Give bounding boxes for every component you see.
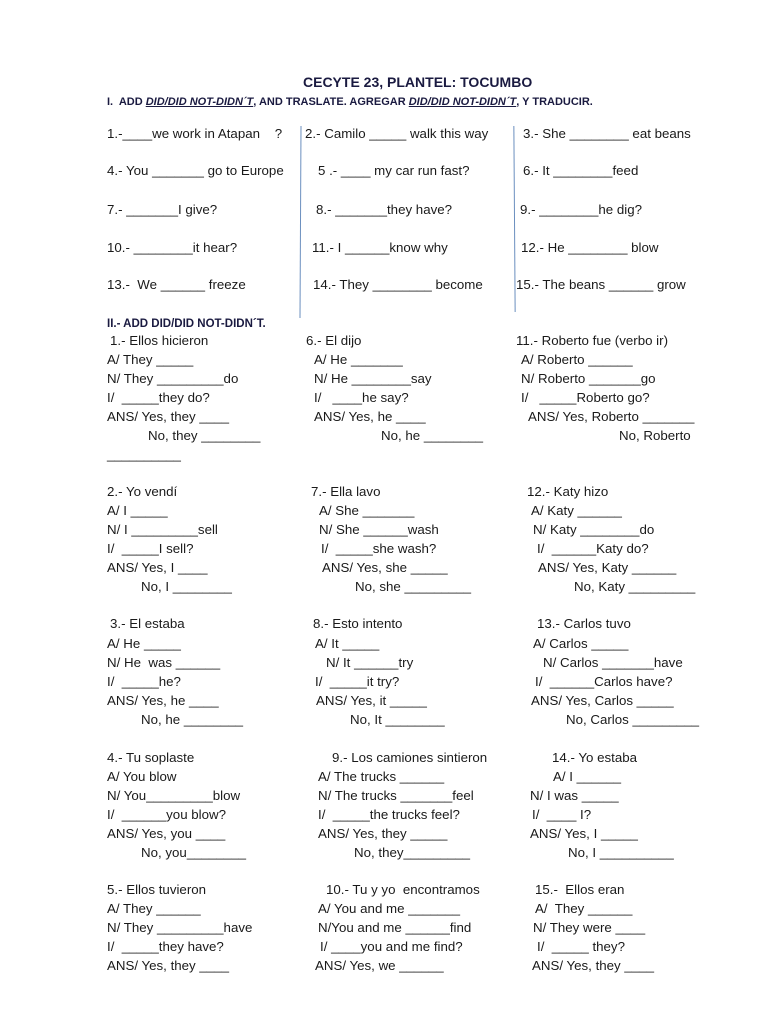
answer-yes-line: ANS/ Yes, they ____ (107, 958, 229, 973)
interrogative-line: I/ ____ I? (532, 807, 592, 822)
interrogative-line: I/ ______you blow? (107, 807, 227, 822)
part2-title: II.- ADD DID/DID NOT-DIDN´T. (107, 318, 266, 330)
negative-line: N/ It ______try (326, 655, 414, 670)
answer-yes-line: ANS/ Yes, I ____ (107, 560, 208, 575)
affirmative-line: A/ She _______ (319, 503, 415, 518)
interrogative-line: I/ ______Carlos have? (535, 674, 673, 689)
answer-no-line: No, they ________ (148, 428, 261, 443)
affirmative-line: A/ You and me _______ (318, 901, 460, 916)
negative-line: N/ I _________sell (107, 522, 218, 537)
block-heading: 5.- Ellos tuvieron (107, 882, 207, 897)
affirmative-line: A/ They ______ (107, 901, 201, 916)
block-heading: 15.- Ellos eran (535, 882, 625, 897)
answer-no-line: No, Roberto (619, 428, 691, 443)
part1-item-8: 8.- _______they have? (316, 202, 453, 217)
answer-yes-line: ANS/ Yes, he ____ (107, 693, 219, 708)
part1-item-15: 15.- The beans ______ grow (516, 277, 686, 292)
interrogative-line: I/ _____they do? (107, 390, 210, 405)
part1-item-7: 7.- _______I give? (107, 202, 218, 217)
interrogative-line: I/ _____they have? (107, 939, 224, 954)
interrogative-line: I/ _____I sell? (107, 541, 194, 556)
instruction-underlined-1: DID/DID NOT-DIDN´T (145, 96, 254, 108)
affirmative-line: A/ He _____ (107, 636, 181, 651)
affirmative-line: A/ I ______ (553, 769, 622, 784)
interrogative-line: I/ ____he say? (314, 390, 409, 405)
block-heading: 14.- Yo estaba (552, 750, 638, 765)
part1-item-11: 11.- I ______know why (312, 240, 448, 255)
answer-no-line: No, he ________ (141, 712, 244, 727)
answer-yes-line: ANS/ Yes, she _____ (322, 560, 448, 575)
answer-no-line: No, I ________ (141, 579, 232, 594)
block-heading: 12.- Katy hizo (527, 484, 609, 499)
affirmative-line: A/ The trucks ______ (318, 769, 445, 784)
block-heading: 9.- Los camiones sintieron (332, 750, 488, 765)
answer-yes-line: ANS/ Yes, Carlos _____ (531, 693, 674, 708)
block-heading: 7.- Ella lavo (311, 484, 381, 499)
answer-yes-line: ANS/ Yes, they _____ (318, 826, 448, 841)
block-heading: 3.- El estaba (110, 616, 185, 631)
affirmative-line: A/ They ______ (535, 901, 633, 916)
affirmative-line: A/ Roberto ______ (521, 352, 633, 367)
negative-line: N/ He ________say (314, 371, 432, 386)
part1-item-2: 2.- Camilo _____ walk this way (305, 126, 489, 141)
answer-yes-line: ANS/ Yes, they ____ (107, 409, 229, 424)
part1-item-14: 14.- They ________ become (313, 277, 483, 292)
answer-yes-line: ANS/ Yes, Katy ______ (538, 560, 677, 575)
negative-line: N/ I was _____ (530, 788, 619, 803)
part1-item-12: 12.- He ________ blow (521, 240, 659, 255)
block-heading: 11.- Roberto fue (verbo ir) (516, 333, 668, 348)
affirmative-line: A/ I _____ (107, 503, 168, 518)
answer-yes-line: ANS/ Yes, he ____ (314, 409, 426, 424)
interrogative-line: I/ ____you and me find? (320, 939, 463, 954)
negative-line: N/ Katy ________do (533, 522, 655, 537)
answer-no-line: No, she _________ (355, 579, 472, 594)
instruction-line (107, 94, 593, 110)
negative-line: N/ Roberto _______go (521, 371, 656, 386)
instruction-suffix: , Y TRADUCIR. (516, 96, 593, 108)
affirmative-line: A/ It _____ (315, 636, 380, 651)
block-heading: 4.- Tu soplaste (107, 750, 195, 765)
answer-yes-line: ANS/ Yes, Roberto _______ (528, 409, 695, 424)
negative-line: N/ He was ______ (107, 655, 221, 670)
negative-line: N/ Carlos _______have (543, 655, 683, 670)
answer-no-line: No, he ________ (381, 428, 484, 443)
negative-line: N/ They were ____ (533, 920, 646, 935)
interrogative-line: I/ _____ they? (537, 939, 625, 954)
block-heading: 13.- Carlos tuvo (537, 616, 631, 631)
block-heading: 6.- El dijo (306, 333, 362, 348)
answer-yes-line: ANS/ Yes, they ____ (532, 958, 654, 973)
answer-no-line: No, It ________ (350, 712, 445, 727)
negative-line: N/ She ______wash (319, 522, 439, 537)
block-heading: 1.- Ellos hicieron (110, 333, 209, 348)
answer-no-line: No, Carlos _________ (566, 712, 700, 727)
answer-yes-line: ANS/ Yes, you ____ (107, 826, 226, 841)
negative-line: N/You and me ______find (318, 920, 472, 935)
interrogative-line: I/ _____the trucks feel? (318, 807, 460, 822)
answer-no-line: No, they_________ (354, 845, 471, 860)
block-heading: 8.- Esto intento (313, 616, 403, 631)
part1-item-3: 3.- She ________ eat beans (523, 126, 691, 141)
interrogative-line: I/ _____Roberto go? (521, 390, 650, 405)
negative-line: N/ The trucks _______feel (318, 788, 474, 803)
instruction-underlined-2: DID/DID NOT-DIDN´T (408, 96, 517, 108)
part1-item-13: 13.- We ______ freeze (107, 277, 246, 292)
part1-item-4: 4.- You _______ go to Europe (107, 163, 284, 178)
answer-yes-line: ANS/ Yes, we ______ (315, 958, 444, 973)
part1-item-5: 5 .- ____ my car run fast? (318, 163, 470, 178)
negative-line: N/ They _________do (107, 371, 239, 386)
interrogative-line: I/ ______Katy do? (537, 541, 649, 556)
affirmative-line: A/ He _______ (314, 352, 403, 367)
answer-no-line: No, you________ (141, 845, 246, 860)
answer-no-line: No, I __________ (568, 845, 674, 860)
page-title: CECYTE 23, PLANTEL: TOCUMBO (303, 74, 533, 90)
negative-line: N/ You_________blow (107, 788, 241, 803)
interrogative-line: I/ _____he? (107, 674, 181, 689)
interrogative-line: I/ _____it try? (315, 674, 400, 689)
answer-no-continuation: __________ (107, 447, 181, 462)
instruction-prefix: I. ADD (107, 96, 146, 108)
affirmative-line: A/ They _____ (107, 352, 194, 367)
answer-yes-line: ANS/ Yes, it _____ (316, 693, 427, 708)
column-divider-1 (299, 126, 301, 318)
part1-item-6: 6.- It ________feed (523, 163, 639, 178)
affirmative-line: A/ Katy ______ (531, 503, 622, 518)
affirmative-line: A/ You blow (107, 769, 177, 784)
part1-item-10: 10.- ________it hear? (107, 240, 238, 255)
block-heading: 2.- Yo vendí (107, 484, 178, 499)
affirmative-line: A/ Carlos _____ (533, 636, 629, 651)
part1-item-1: 1.-____we work in Atapan ? (107, 126, 283, 141)
answer-no-line: No, Katy _________ (574, 579, 696, 594)
interrogative-line: I/ _____she wash? (321, 541, 437, 556)
block-heading: 10.- Tu y yo encontramos (326, 882, 480, 897)
part1-item-9: 9.- ________he dig? (520, 202, 642, 217)
instruction-middle: , AND TRASLATE. AGREGAR (253, 96, 409, 108)
negative-line: N/ They _________have (107, 920, 253, 935)
answer-yes-line: ANS/ Yes, I _____ (530, 826, 638, 841)
